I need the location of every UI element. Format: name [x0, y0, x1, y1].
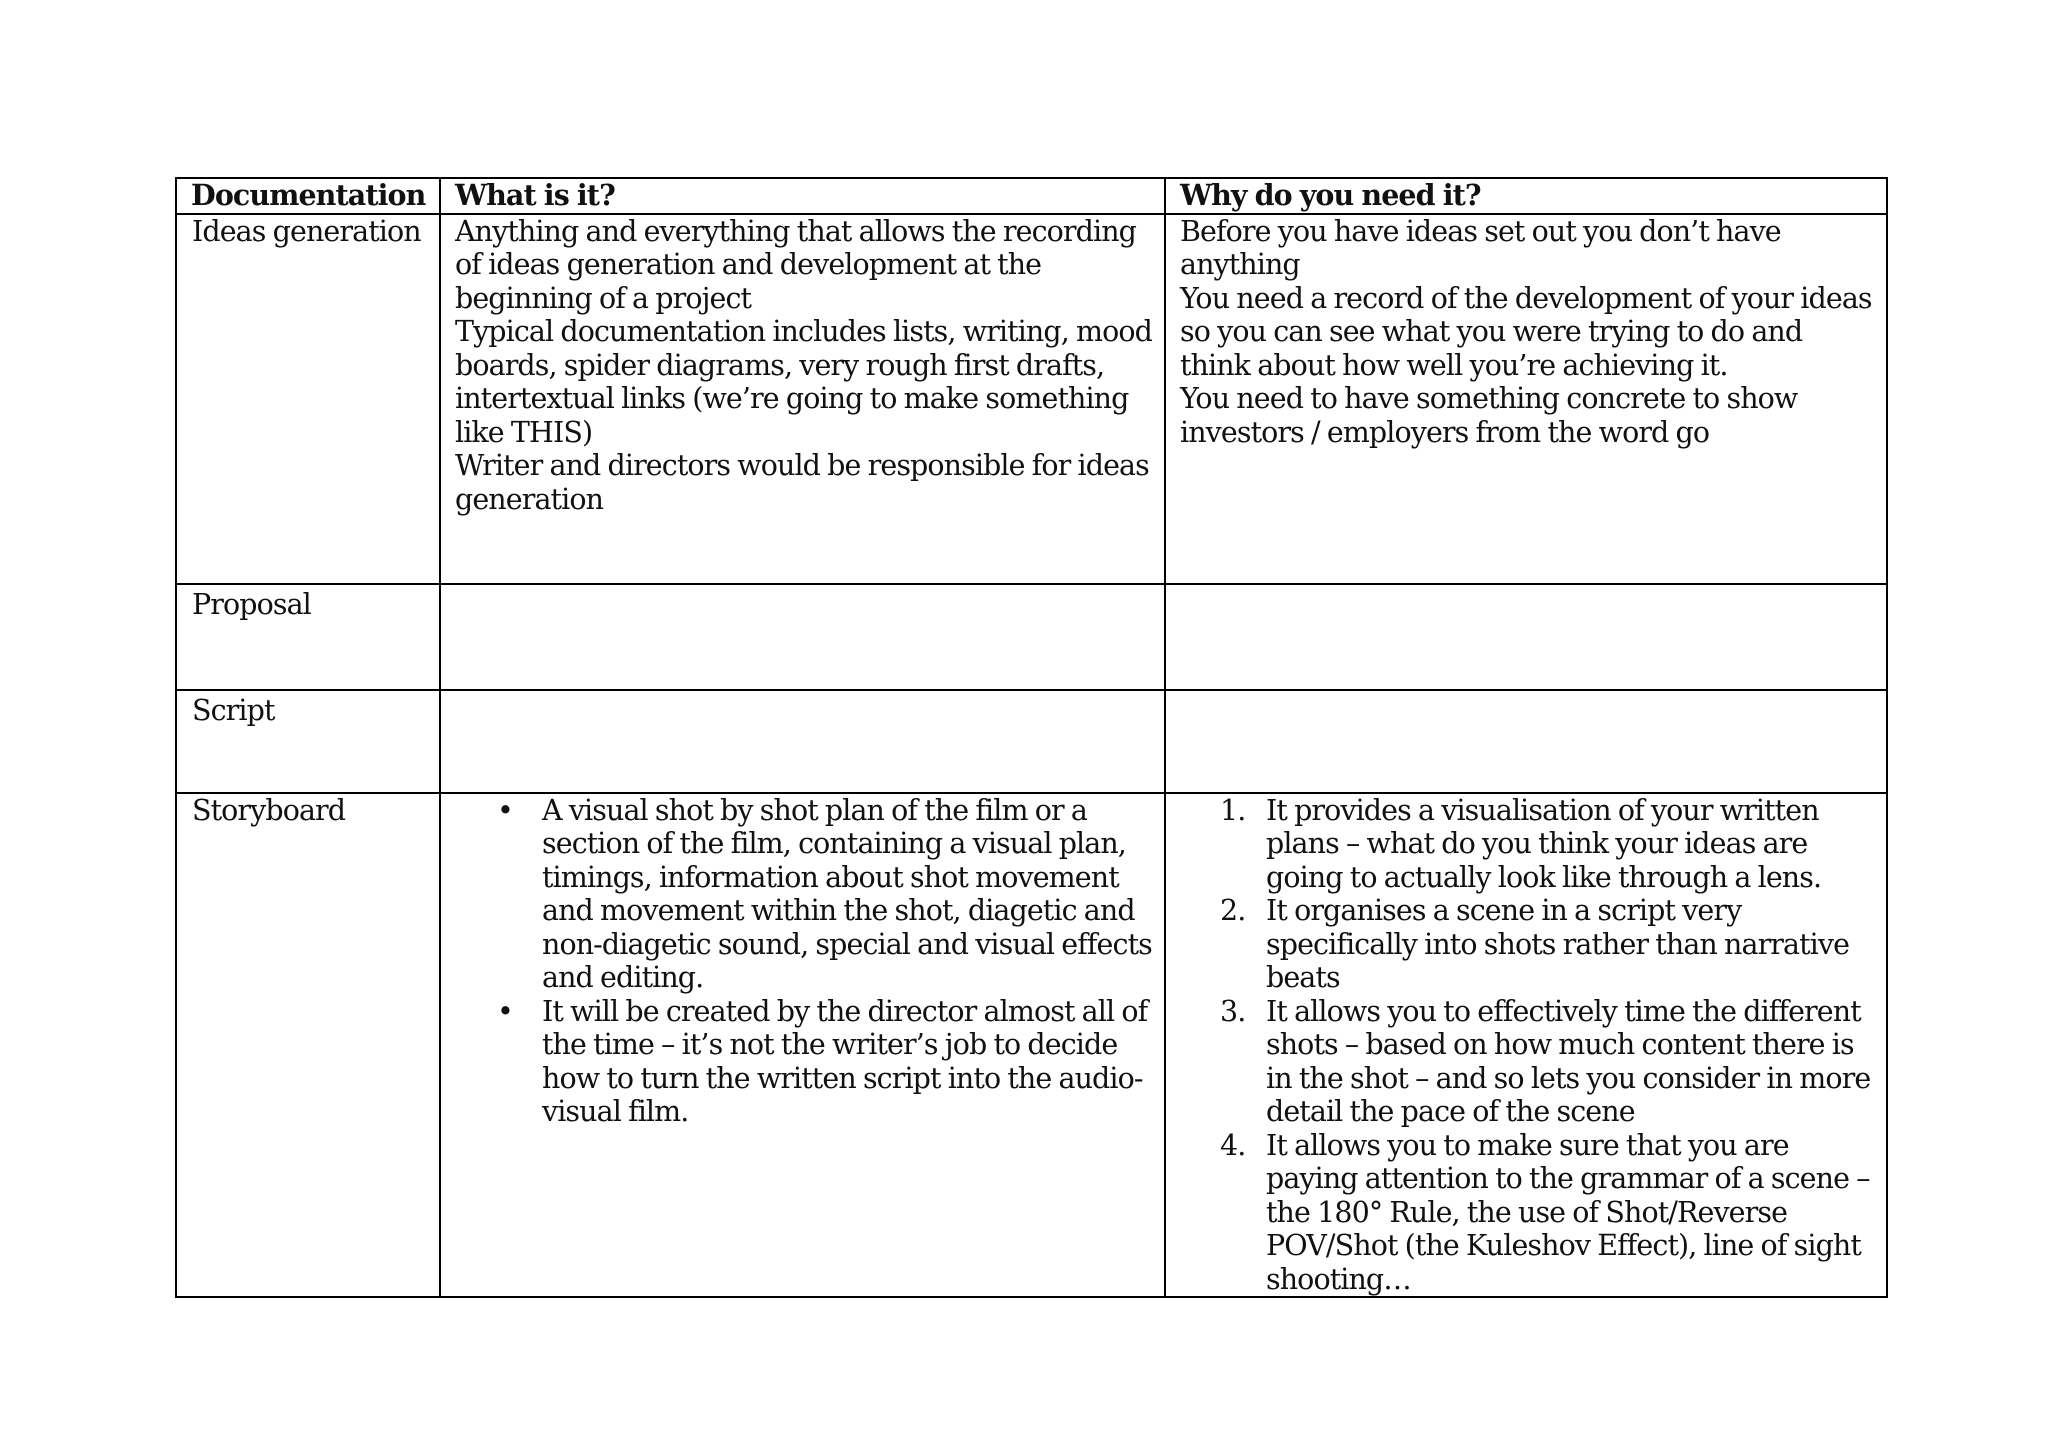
ideas-why-paragraph: You need a record of the development of your ideas so you can see what you were trying to do and think about how well you’re achieving it. [1180, 281, 1872, 382]
ideas-what-cell [440, 214, 1165, 584]
script-why-cell [1165, 690, 1887, 793]
row-script [176, 690, 1887, 793]
list-number: 4. [1220, 1128, 1246, 1162]
script-what-cell [440, 690, 1165, 793]
ideas-what-paragraph: Writer and directors would be responsible for ideas generation [455, 449, 1149, 516]
storyboard-what-cell [440, 793, 1165, 1298]
list-item: • A visual shot by shot plan of the film or a section of the film, containing a visual plan, timings, information about shot movement and movement within the shot, diagetic and non-diagetic sound, special and visual effects and editing. [542, 794, 1154, 995]
storyboard-why-list [1180, 794, 1876, 1297]
list-number: 2. [1220, 894, 1246, 927]
list-text: It allows you to make sure that you are paying attention to the grammar of a scene – the 180° Rule, the use of Shot/Reverse POV/Shot (the Kuleshov Effect), line of sight shooting… [1266, 1128, 1870, 1296]
proposal-why-cell [1165, 584, 1887, 690]
ideas-why-paragraph: Before you have ideas set out you don’t have anything [1180, 214, 1781, 281]
header-why-need-it: Why do you need it? [1165, 178, 1887, 214]
storyboard-why-cell [1165, 793, 1887, 1298]
list-text: It organises a scene in a script very specifically into shots rather than narrative beats [1266, 894, 1850, 994]
list-number: 1. [1220, 793, 1246, 827]
header-row [176, 178, 1887, 214]
list-text: It provides a visualisation of your written plans – what do you think your ideas are going to actually look like through a lens. [1266, 793, 1822, 894]
list-item [1220, 994, 1876, 1129]
row-label-storyboard: Storyboard [176, 793, 440, 1298]
proposal-what-cell [440, 584, 1165, 690]
ideas-why-cell [1165, 214, 1887, 584]
row-storyboard [176, 793, 1887, 1298]
ideas-why-paragraph: You need to have something concrete to show investors / employers from the word go [1180, 382, 1798, 449]
header-documentation: Documentation [176, 178, 440, 214]
documentation-table [175, 177, 1888, 1298]
ideas-what-paragraph: Typical documentation includes lists, writing, mood boards, spider diagrams, very rough first drafts, intertextual links (we’re going to make something like THIS) [455, 315, 1153, 449]
ideas-what-paragraph: Anything and everything that allows the recording of ideas generation and development at the beginning of a project [455, 214, 1137, 315]
row-label-script: Script [176, 690, 440, 793]
row-ideas-generation [176, 214, 1887, 584]
storyboard-what-list [455, 794, 1154, 1129]
list-item [1220, 1128, 1876, 1297]
list-item: • It will be created by the director almost all of the time – it’s not the writer’s job to decide how to turn the written script into the audio-visual film. [542, 995, 1154, 1129]
list-item [1220, 894, 1876, 995]
row-label-proposal: Proposal [176, 584, 440, 690]
row-proposal [176, 584, 1887, 690]
list-item [1220, 793, 1876, 895]
header-what-is-it: What is it? [440, 178, 1165, 214]
list-number: 3. [1220, 994, 1246, 1028]
list-text: It allows you to effectively time the different shots – based on how much content there is in the shot – and so lets you consider in more detail the pace of the scene [1266, 994, 1871, 1128]
row-label-ideas-generation: Ideas generation [176, 214, 440, 584]
